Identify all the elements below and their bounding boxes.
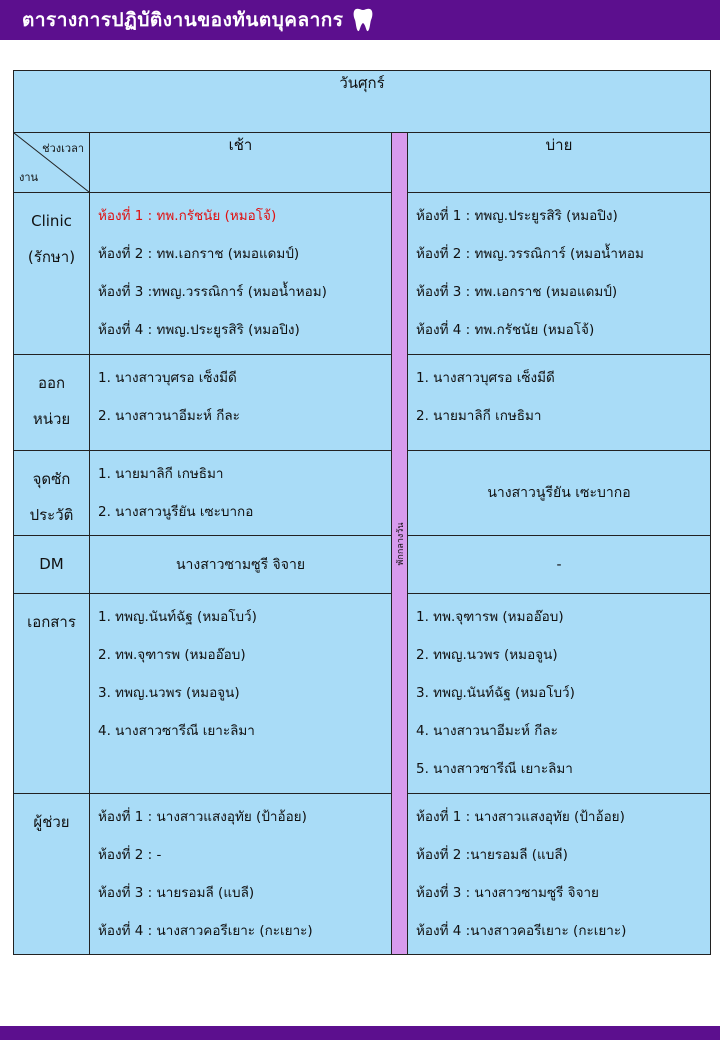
morning-cell: นางสาวซามซูรี จิจาย [90, 536, 392, 594]
category-label: หน่วย [32, 410, 71, 428]
afternoon-cell [408, 355, 711, 451]
list-item: 3. ทพญ.นันท์ฉัฐ (หมอโบว์) [416, 685, 575, 701]
morning-cell [90, 355, 392, 451]
lunch-break-label: พักกลางวัน [395, 521, 406, 566]
list-item: ห้องที่ 1 : ทพญ.ประยูรสิริ (หมอปิง) [416, 208, 618, 224]
list-item: ห้องที่ 4 : ทพญ.ประยูรสิริ (หมอปิง) [98, 322, 300, 338]
list-item: ห้องที่ 1 : ทพ.กรัชนัย (หมอโจ้) [98, 208, 277, 224]
category-cell [14, 794, 90, 955]
category-cell [14, 193, 90, 355]
list-item: ห้องที่ 2 :นายรอมลี (แบลี) [416, 847, 568, 863]
list-item: ห้องที่ 2 : - [98, 847, 162, 863]
list-item: 2. นายมาลิกี เกษธิมา [416, 408, 542, 424]
list-item: 1. ทพญ.นันท์ฉัฐ (หมอโบว์) [98, 609, 257, 625]
afternoon-header: บ่าย [408, 133, 711, 193]
category-cell [14, 451, 90, 536]
footer-bar [0, 1026, 720, 1040]
category-label: จุดซัก [32, 470, 71, 488]
category-cell [14, 355, 90, 451]
morning-cell [90, 794, 392, 955]
afternoon-cell [408, 193, 711, 355]
list-item: ห้องที่ 4 :นางสาวคอรีเยาะ (กะเยาะ) [416, 923, 627, 939]
list-item: ห้องที่ 3 : ทพ.เอกราช (หมอแดมป์) [416, 284, 618, 300]
list-item: 2. ทพญ.นวพร (หมอจูน) [416, 647, 558, 663]
morning-header: เช้า [90, 133, 392, 193]
list-item: ห้องที่ 3 : นายรอมลี (แบลี) [98, 885, 255, 901]
tooth-icon [352, 7, 374, 33]
title-bar [0, 0, 720, 40]
corner-time-label: ช่วงเวลา [42, 142, 84, 155]
table-row [14, 355, 711, 451]
list-item: ห้องที่ 3 : นางสาวซามซูรี จิจาย [416, 885, 599, 901]
corner-header [14, 133, 90, 193]
table-row [14, 451, 711, 536]
category-label: ผู้ช่วย [33, 813, 70, 831]
list-item: 4. นางสาวซารีณี เยาะลิมา [98, 723, 255, 739]
afternoon-cell: นางสาวนูรียัน เซะบากอ [408, 451, 711, 536]
afternoon-cell [408, 794, 711, 955]
table-row [14, 594, 711, 794]
category-label: ออก [37, 374, 66, 392]
category-label: Clinic [31, 212, 72, 230]
afternoon-cell: - [408, 536, 711, 594]
list-item: ห้องที่ 3 :ทพญ.วรรณิการ์ (หมอน้ำหอม) [98, 284, 327, 300]
category-label: (รักษา) [27, 248, 76, 266]
schedule-table [13, 70, 711, 955]
list-item: 2. นางสาวนาอีมะห์ กีละ [98, 408, 240, 424]
category-cell [14, 594, 90, 794]
list-item: ห้องที่ 4 : นางสาวคอรีเยาะ (กะเยาะ) [98, 923, 313, 939]
list-item: ห้องที่ 4 : ทพ.กรัชนัย (หมอโจ้) [416, 322, 595, 338]
page-title: ตารางการปฏิบัติงานของทันตบุคลากร [22, 9, 344, 31]
category-label: ประวัติ [29, 506, 74, 524]
list-item: 5. นางสาวซารีณี เยาะลิมา [416, 761, 573, 777]
list-item: ห้องที่ 1 : นางสาวแสงอุทัย (ป้าอ้อย) [98, 809, 307, 825]
day-header: วันศุกร์ [14, 71, 711, 133]
list-item: 3. ทพญ.นวพร (หมอจูน) [98, 685, 240, 701]
table-row [14, 536, 711, 594]
table-row [14, 794, 711, 955]
list-item: 1. นางสาวบุศรอ เซ็งมีดี [416, 370, 555, 386]
list-item: 1. ทพ.จุฑารพ (หมออ๊อบ) [416, 609, 564, 625]
list-item: ห้องที่ 1 : นางสาวแสงอุทัย (ป้าอ้อย) [416, 809, 625, 825]
list-item: ห้องที่ 2 : ทพญ.วรรณิการ์ (หมอน้ำหอม [416, 246, 644, 262]
list-item: 2. ทพ.จุฑารพ (หมออ๊อบ) [98, 647, 246, 663]
list-item: 4. นางสาวนาอีมะห์ กีละ [416, 723, 558, 739]
list-item: 2. นางสาวนูรียัน เซะบากอ [98, 504, 254, 520]
afternoon-cell [408, 594, 711, 794]
list-item: 1. นายมาลิกี เกษธิมา [98, 466, 224, 482]
morning-cell [90, 193, 392, 355]
table-row [14, 193, 711, 355]
morning-cell [90, 451, 392, 536]
category-label: เอกสาร [27, 613, 76, 631]
morning-cell [90, 594, 392, 794]
list-item: 1. นางสาวบุศรอ เซ็งมีดี [98, 370, 237, 386]
corner-work-label: งาน [19, 171, 39, 184]
category-cell [14, 536, 90, 594]
list-item: ห้องที่ 2 : ทพ.เอกราช (หมอแดมป์) [98, 246, 300, 262]
lunch-break-column [392, 133, 408, 955]
category-label: DM [39, 555, 64, 573]
